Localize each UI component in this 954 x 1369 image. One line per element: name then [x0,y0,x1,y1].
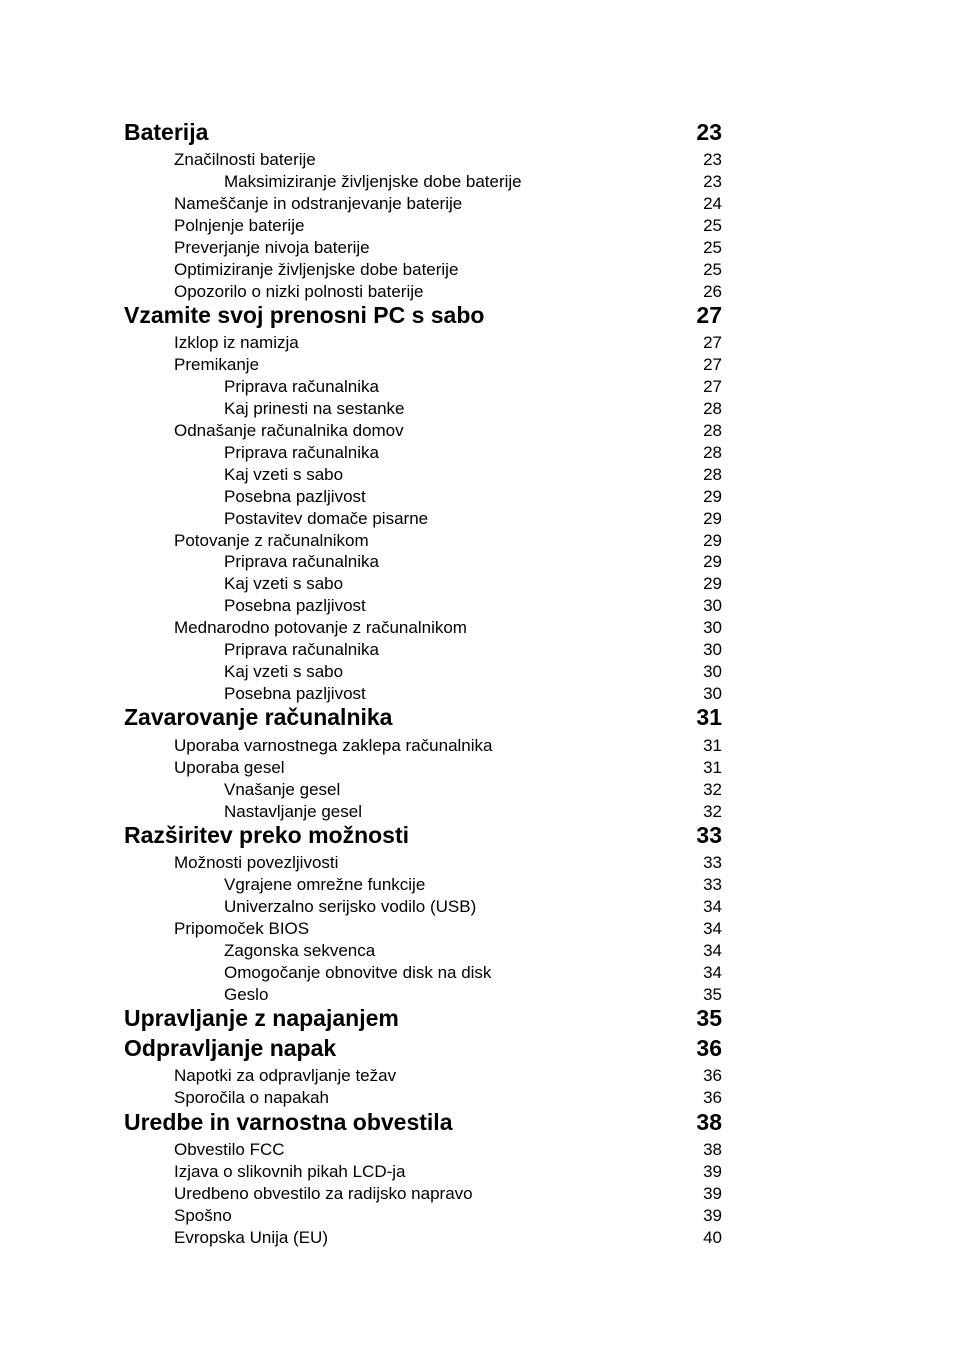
toc-entry-title: Mednarodno potovanje z računalnikom [174,618,467,637]
toc-section-entry[interactable] [124,779,722,801]
toc-entry-page: 27 [696,302,722,328]
toc-section-entry[interactable] [124,852,722,874]
toc-entry-title: Baterija [124,119,209,145]
toc-entry-title: Posebna pazljivost [224,596,366,615]
toc-entry-page: 27 [703,333,722,352]
toc-entry-title: Uporaba gesel [174,758,285,777]
toc-section-entry[interactable] [124,508,722,530]
toc-section-entry[interactable] [124,171,722,193]
toc-entry-page: 29 [703,552,722,571]
toc-entry-page: 35 [703,985,722,1004]
toc-chapter-entry[interactable] [124,1107,722,1137]
toc-entry-page: 30 [703,640,722,659]
toc-section-entry[interactable] [124,215,722,237]
toc-section-entry[interactable] [124,149,722,171]
toc-entry-title: Izklop iz namizja [174,333,299,352]
toc-entry-page: 39 [703,1206,722,1225]
toc-entry-title: Maksimiziranje življenjske dobe baterije [224,172,522,191]
toc-entry-title: Napotki za odpravljanje težav [174,1066,397,1085]
toc-entry-title: Univerzalno serijsko vodilo (USB) [224,897,477,916]
toc-entry-title: Posebna pazljivost [224,487,366,506]
toc-entry-title: Vzamite svoj prenosni PC s sabo [124,302,485,328]
toc-section-entry[interactable] [124,442,722,464]
toc-section-entry[interactable] [124,420,722,442]
toc-entry-page: 25 [703,238,722,257]
toc-entry-page: 33 [703,875,722,894]
toc-entry-page: 38 [696,1109,722,1135]
toc-entry-page: 30 [703,662,722,681]
toc-entry-page: 28 [703,465,722,484]
toc-section-entry[interactable] [124,551,722,573]
toc-entry-title: Kaj vzeti s sabo [224,662,344,681]
toc-section-entry[interactable] [124,237,722,259]
toc-chapter-entry[interactable] [124,702,722,732]
toc-chapter-entry[interactable] [124,117,722,147]
toc-entry-page: 28 [703,399,722,418]
toc-entry-title: Značilnosti baterije [174,150,316,169]
toc-section-entry[interactable] [124,896,722,918]
toc-entry-title: Vnašanje gesel [224,780,341,799]
toc-entry-page: 31 [696,704,722,730]
toc-entry-title: Spošno [174,1206,232,1225]
toc-entry-title: Zagonska sekvenca [224,941,376,960]
toc-entry-page: 29 [703,487,722,506]
toc-entry-page: 33 [696,822,722,848]
toc-entry-title: Vgrajene omrežne funkcije [224,875,426,894]
toc-entry-title: Kaj vzeti s sabo [224,574,344,593]
toc-entry-page: 28 [703,443,722,462]
toc-entry-title: Potovanje z računalnikom [174,531,369,550]
toc-chapter-entry[interactable] [124,1003,722,1033]
toc-entry-title: Evropska Unija (EU) [174,1228,328,1247]
toc-entry-title: Možnosti povezljivosti [174,853,339,872]
toc-entry-title: Posebna pazljivost [224,684,366,703]
toc-entry-page: 34 [703,941,722,960]
toc-section-entry[interactable] [124,376,722,398]
toc-entry-title: Odpravljanje napak [124,1035,337,1061]
toc-entry-title: Priprava računalnika [224,640,379,659]
toc-section-entry[interactable] [124,573,722,595]
toc-entry-title: Pripomoček BIOS [174,919,310,938]
toc-section-entry[interactable] [124,940,722,962]
toc-entry-title: Priprava računalnika [224,377,379,396]
toc-entry-page: 39 [703,1162,722,1181]
toc-entry-page: 29 [703,509,722,528]
toc-entry-title: Uredbeno obvestilo za radijsko napravo [174,1184,473,1203]
toc-section-entry[interactable] [124,918,722,940]
toc-entry-page: 23 [703,172,722,191]
toc-chapter-entry[interactable] [124,300,722,330]
toc-entry-page: 25 [703,216,722,235]
toc-entry-title: Razširitev preko možnosti [124,822,410,848]
toc-entry-page: 34 [703,963,722,982]
toc-section-entry[interactable] [124,1161,722,1183]
toc-entry-title: Nameščanje in odstranjevanje baterije [174,194,463,213]
toc-section-entry[interactable] [124,354,722,376]
toc-section-entry[interactable] [124,1183,722,1205]
toc-entry-page: 28 [703,421,722,440]
toc-entry-page: 36 [703,1066,722,1085]
toc-entry-title: Polnjenje baterije [174,216,305,235]
toc-entry-title: Priprava računalnika [224,552,379,571]
toc-entry-page: 29 [703,531,722,550]
toc-entry-title: Kaj vzeti s sabo [224,465,344,484]
toc-entry-page: 40 [703,1228,722,1247]
toc-entry-title: Omogočanje obnovitve disk na disk [224,963,492,982]
toc-section-entry[interactable] [124,1139,722,1161]
toc-entry-page: 27 [703,355,722,374]
toc-entry-page: 23 [696,119,722,145]
toc-entry-title: Obvestilo FCC [174,1140,285,1159]
toc-section-entry[interactable] [124,1087,722,1109]
toc-section-entry[interactable] [124,486,722,508]
toc-section-entry[interactable] [124,962,722,984]
toc-chapter-entry[interactable] [124,820,722,850]
toc-section-entry[interactable] [124,1065,722,1087]
toc-entry-title: Odnašanje računalnika domov [174,421,404,440]
toc-entry-page: 25 [703,260,722,279]
toc-entry-title: Premikanje [174,355,260,374]
toc-entry-title: Izjava o slikovnih pikah LCD-ja [174,1162,406,1181]
toc-section-entry[interactable] [124,530,722,552]
toc-section-entry[interactable] [124,735,722,757]
toc-entry-page: 23 [703,150,722,169]
toc-entry-title: Kaj prinesti na sestanke [224,399,405,418]
toc-entry-page: 36 [703,1088,722,1107]
toc-entry-page: 32 [703,780,722,799]
toc-section-entry[interactable] [124,332,722,354]
toc-entry-title: Nastavljanje gesel [224,802,362,821]
toc-entry-page: 31 [703,758,722,777]
toc-entry-page: 27 [703,377,722,396]
toc-entry-page: 39 [703,1184,722,1203]
toc-entry-page: 31 [703,736,722,755]
toc-section-entry[interactable] [124,595,722,617]
toc-entry-page: 30 [703,618,722,637]
toc-entry-page: 24 [703,194,722,213]
toc-section-entry[interactable] [124,874,722,896]
toc-entry-page: 30 [703,684,722,703]
toc-entry-page: 33 [703,853,722,872]
toc-entry-page: 34 [703,919,722,938]
toc-entry-page: 34 [703,897,722,916]
toc-entry-page: 32 [703,802,722,821]
toc-entry-title: Opozorilo o nizki polnosti baterije [174,282,424,301]
toc-section-entry[interactable] [124,259,722,281]
toc-entry-title: Geslo [224,985,269,1004]
toc-entry-page: 30 [703,596,722,615]
toc-entry-title: Sporočila o napakah [174,1088,330,1107]
toc-entry-title: Zavarovanje računalnika [124,704,393,730]
toc-section-entry[interactable] [124,617,722,639]
table-of-contents [124,0,722,1369]
toc-section-entry[interactable] [124,639,722,661]
toc-entry-title: Uredbe in varnostna obvestila [124,1109,453,1135]
toc-section-entry[interactable] [124,661,722,683]
toc-entry-page: 38 [703,1140,722,1159]
toc-entry-title: Preverjanje nivoja baterije [174,238,370,257]
toc-chapter-entry[interactable] [124,1033,722,1063]
toc-entry-page: 29 [703,574,722,593]
toc-entry-page: 35 [696,1005,722,1031]
toc-entry-title: Upravljanje z napajanjem [124,1005,399,1031]
toc-entry-title: Postavitev domače pisarne [224,509,429,528]
toc-entry-page: 36 [696,1035,722,1061]
toc-entry-title: Uporaba varnostnega zaklepa računalnika [174,736,493,755]
toc-section-entry[interactable] [124,464,722,486]
toc-entry-title: Priprava računalnika [224,443,379,462]
toc-section-entry[interactable] [124,1205,722,1227]
toc-entry-title: Optimiziranje življenjske dobe baterije [174,260,459,279]
toc-section-entry[interactable] [124,1227,722,1249]
toc-section-entry[interactable] [124,398,722,420]
toc-section-entry[interactable] [124,193,722,215]
toc-section-entry[interactable] [124,757,722,779]
toc-entry-page: 26 [703,282,722,301]
